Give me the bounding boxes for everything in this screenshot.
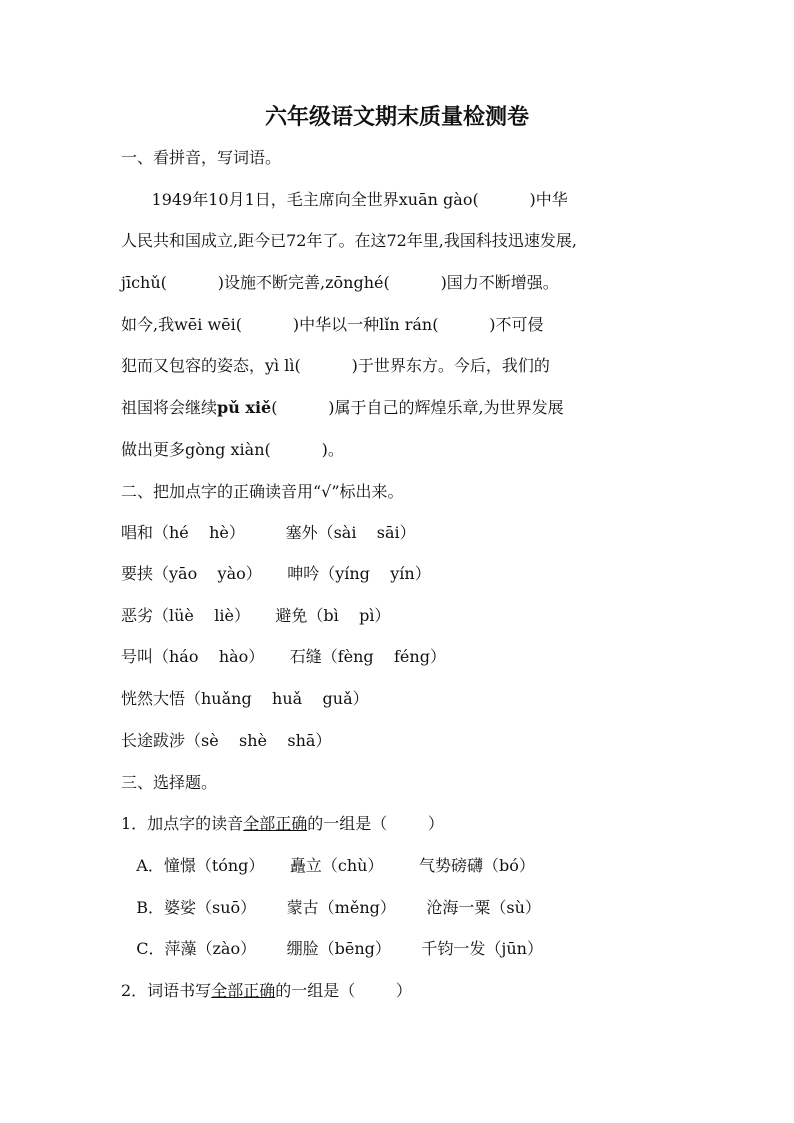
option-c: C．萍藻（zào） 绷脸（bēng） 千钧一发（jūn） xyxy=(121,939,543,958)
question-text: 2．词语书写 xyxy=(121,981,212,1000)
section1-line: 犯而又包容的姿态，yì lì( )于世界东方。今后，我们的 xyxy=(121,356,550,375)
question-text: 1．加点字的读音 xyxy=(121,814,244,833)
pronunciation-row: 恍然大悟（huǎng huǎ guǎ） xyxy=(121,689,369,708)
section1-line: 人民共和国成立,距今已72年了。在这72年里,我国科技迅速发展, xyxy=(121,231,577,250)
question-1 xyxy=(121,812,444,836)
pronunciation-row: 长途跋涉（sè shè shā） xyxy=(121,731,332,750)
section1-heading: 一、看拼音，写词语。 xyxy=(121,148,282,167)
pronunciation-row: 要挟（yāo yào） 呻吟（yíng yín） xyxy=(121,564,431,583)
underlined-text: 全部正确 xyxy=(243,814,308,833)
section1-line: 做出更多gòng xiàn( )。 xyxy=(121,440,344,459)
exam-title: 六年级语文期末质量检测卷 xyxy=(264,105,529,130)
option-a: A．憧憬（tóng） 矗立（chù） 气势磅礴（bó） xyxy=(121,856,535,875)
section1-line: 如今,我wēi wēi( )中华以一种lǐn rán( )不可侵 xyxy=(121,315,544,334)
pronunciation-row: 唱和（hé hè） 塞外（sài sāi） xyxy=(121,523,416,542)
section1-line xyxy=(121,396,564,420)
question-text: 的一组是（ ） xyxy=(275,981,412,1000)
section3-heading: 三、选择题。 xyxy=(121,773,218,792)
question-text: 的一组是（ ） xyxy=(307,814,444,833)
section1-line: jīchǔ( )设施不断完善,zōnghé( )国力不断增强。 xyxy=(121,273,559,292)
pronunciation-row: 恶劣（lüè liè） 避免（bì pì） xyxy=(121,606,391,625)
pronunciation-row: 号叫（háo hào） 石缝（fèng féng） xyxy=(121,647,446,666)
section1-line-text: ( )属于自己的辉煌乐章,为世界发展 xyxy=(271,398,564,417)
section2-heading: 二、把加点字的正确读音用“√”标出来。 xyxy=(121,482,404,501)
bold-pinyin: pǔ xiě xyxy=(217,398,272,417)
option-b: B．婆娑（suō） 蒙古（měng） 沧海一粟（sù） xyxy=(121,898,541,917)
underlined-text: 全部正确 xyxy=(211,981,276,1000)
question-2 xyxy=(121,979,412,1003)
section1-line-text: 祖国将会继续 xyxy=(121,398,218,417)
section1-line: 1949年10月1日，毛主席向全世界xuān gào( )中华 xyxy=(121,190,568,209)
